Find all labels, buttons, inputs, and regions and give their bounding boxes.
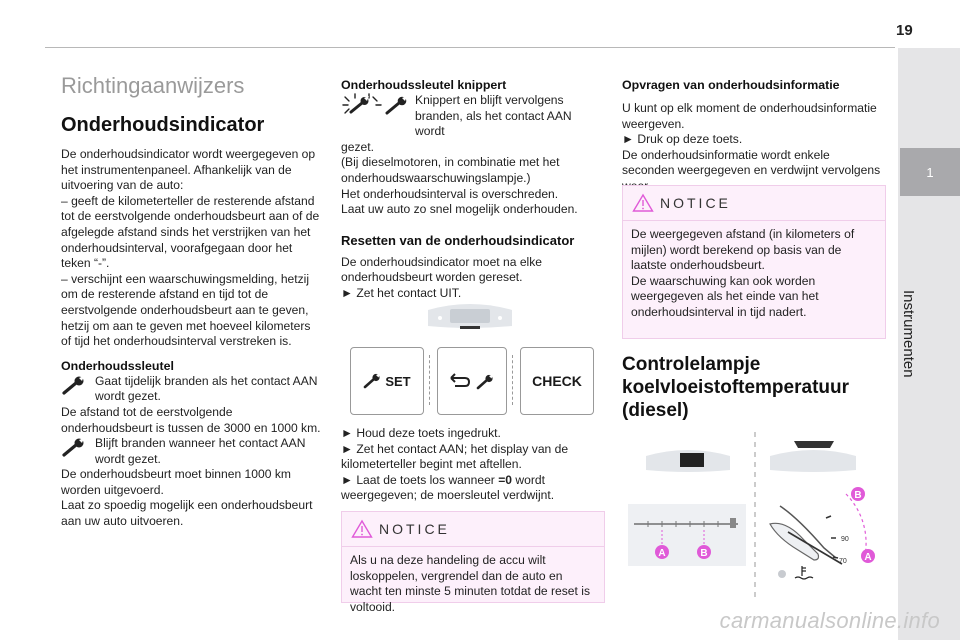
notice-header [623, 186, 885, 221]
step-release [341, 473, 603, 504]
set-label: SET [385, 373, 411, 389]
marker-a-label: A [658, 548, 666, 559]
indicator-dot [778, 570, 786, 578]
query-result: De onderhoudsinformatie wordt enkele seconden weergegeven en verdwijnt vervolgens [622, 147, 881, 178]
column-3 [622, 78, 884, 195]
cluster-illustration [420, 300, 520, 336]
blink-note: (Bij dieselmotoren, in combinatie met het onderhoudswaarschuwingslampje.) [341, 155, 560, 185]
key-lit-row [61, 374, 323, 405]
heading-query: Opvragen van onderhoudsinformatie [622, 78, 840, 92]
notice-title: NOTICE [379, 521, 450, 537]
notice-text-1: De weergegeven afstand (in kilometers of mijlen) wordt berekend op basis van de laatste onderhoudsbeurt. [631, 227, 855, 273]
set-wrench-button[interactable] [350, 347, 424, 415]
intro-text: De onderhoudsindicator wordt weergegeven op het instrumentenpaneel. Afhankelijk van de uitvoering van de auto: [61, 147, 316, 193]
blink-text-end: gezet. [341, 139, 374, 154]
key-on-advice: Laat zo spoedig mogelijk een onderhoudsbeurt aan uw auto uitvoeren. [61, 498, 313, 529]
return-wrench-button[interactable] [437, 347, 507, 415]
key-on-detail: De onderhoudsbeurt moet binnen 1000 km worden uitgevoerd. [61, 467, 291, 497]
check-label: CHECK [532, 373, 582, 389]
notice-text [623, 221, 885, 327]
warning-triangle-icon [632, 193, 654, 213]
column-2-steps [341, 426, 603, 504]
blinking-wrench-icon [341, 93, 415, 122]
gauge-tick-90: 90 [841, 536, 849, 543]
marker-b-label: B [700, 548, 708, 559]
notice-header [342, 512, 604, 547]
warning-triangle-icon [351, 519, 373, 539]
bullet-2: – verschijnt een waarschuwingsmelding, hetzij om de resterende afstand en tijd tot de eerstvolgende onderhoudsbeurt aan te geven, hetzij om aan te geven met hoeveel kilometers of tijd het onderhoudsinterval verstreken is. [61, 271, 311, 349]
bullet-1: – geeft de kilometerteller de resterende afstand tot de eerstvolgende onderhoudsbeurt aan of de afgelegde afstand sinds het verstrijken van het onderhoudsinterval, voorafgegaan door het teken “-”. [61, 193, 320, 271]
coolant-heading-line-1: Controlelampje [622, 354, 761, 375]
coolant-gauge-illustration [628, 432, 884, 602]
step-release-value: =0 [498, 472, 512, 487]
return-wrench-icon [447, 372, 497, 390]
step-release-pre: ► Laat de toets los wanneer [341, 472, 499, 487]
watermark: carmanualsonline.info [719, 608, 940, 633]
divider [512, 355, 514, 405]
step-contact-on: ► Zet het contact AAN; het display van de kilometerteller begint met aftellen. [341, 441, 569, 472]
heading-coolant [622, 353, 884, 422]
notice-title: NOTICE [660, 195, 731, 211]
heading-key-blinks: Onderhoudssleutel knippert [341, 78, 507, 92]
chapter-tab-label: Instrumenten [900, 290, 917, 378]
notice-text-2: De waarschuwing kan ook worden weergegeven als het einde van het onderhoudsinterval in tijd nadert. [631, 273, 819, 319]
heading-maintenance-indicator: Onderhoudsindicator [61, 114, 265, 136]
heading-reset: Resetten van de onderhoudsindicator [341, 232, 575, 248]
notice-text: Als u na deze handeling de accu wilt loskoppelen, vergrendel dan de auto en wacht ten minste 5 minuten totdat de reset is voltooid. [350, 553, 590, 614]
marker-b-round-label: B [854, 490, 862, 501]
query-intro: U kunt op elk moment de onderhoudsinformatie weergeven. [622, 101, 877, 131]
column-1 [61, 73, 323, 530]
coolant-heading-line-2: koelvloeistoftemperatuur [622, 377, 849, 398]
blink-exceeded: Het onderhoudsinterval is overschreden. [341, 186, 559, 201]
section-title: Richtingaanwijzers [61, 73, 245, 98]
subheading-key: Onderhoudssleutel [61, 358, 174, 373]
check-button[interactable] [520, 347, 594, 415]
coolant-heading-line-3: (diesel) [622, 400, 689, 421]
step-hold: ► Houd deze toets ingedrukt. [341, 426, 501, 440]
gauge-tick-70: 70 [839, 558, 847, 565]
step-release-post: wordt weergegeven; de moersleutel verdwijnt. [341, 472, 555, 503]
blink-text: Knippert en blijft vervolgens branden, als het contact AAN wordt [415, 93, 572, 139]
column-2 [341, 78, 603, 302]
key-lit-detail: De afstand tot de eerstvolgende onderhoudsbeurt is tussen de 3000 en 1000 km. [61, 404, 321, 435]
marker-a-round-label: A [864, 552, 872, 563]
notice-box-reset [341, 511, 605, 614]
blink-row [341, 93, 603, 140]
blink-advice: Laat uw auto zo snel mogelijk onderhouden. [341, 202, 578, 217]
notice-box-info [622, 185, 886, 339]
key-on-text: Blijft branden wanneer het contact AAN wordt gezet. [95, 436, 306, 466]
key-on-row [61, 436, 323, 467]
page-number: 19 [896, 22, 913, 39]
key-lit-text: Gaat tijdelijk branden als het contact AAN wordt gezet. [95, 373, 318, 404]
wrench-icon [61, 374, 95, 401]
divider [429, 355, 431, 405]
coolant-temperature-icon [795, 566, 813, 579]
wrench-icon [363, 373, 381, 389]
wrench-icon [61, 436, 95, 463]
query-step: ► Druk op deze toets. [622, 132, 743, 147]
chapter-tab-active[interactable]: 1 [900, 148, 960, 196]
reset-step-1: ► Zet het contact UIT. [341, 285, 462, 300]
header-rule [45, 47, 895, 48]
reset-intro: De onderhoudsindicator moet na elke onderhoudsbeurt worden gereset. [341, 254, 543, 285]
